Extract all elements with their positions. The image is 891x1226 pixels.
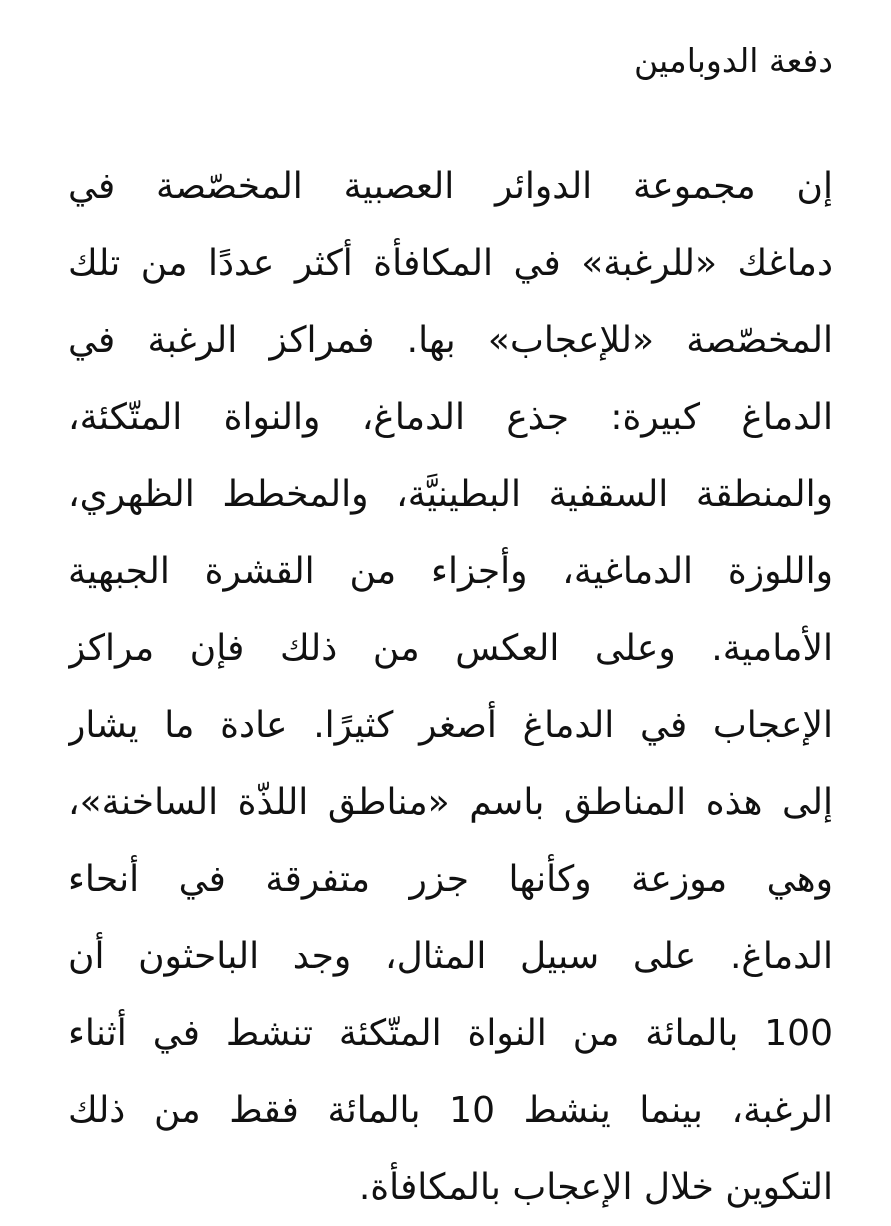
text-line: إن مجموعة الدوائر العصبية المخصّصة في	[68, 166, 833, 207]
text-line: وهي موزعة وكأنها جزر متفرقة في أنحاء	[68, 859, 833, 900]
text-line: الأمامية. وعلى العكس من ذلك فإن مراكز	[68, 628, 833, 669]
text-line: الدماغ. على سبيل المثال، وجد الباحثون أن	[68, 936, 833, 977]
text-line: 100 بالمائة من النواة المتّكئة تنشط في أثناء	[68, 1013, 833, 1054]
text-line: الدماغ كبيرة: جذع الدماغ، والنواة المتّكئة،	[68, 397, 833, 438]
section-heading: دفعة الدوبامين	[633, 41, 833, 80]
text-line: الرغبة، بينما ينشط 10 بالمائة فقط من ذلك	[68, 1090, 833, 1131]
text-line: التكوين خلال الإعجاب بالمكافأة.	[358, 1167, 833, 1208]
text-line: واللوزة الدماغية، وأجزاء من القشرة الجبهية	[68, 551, 833, 592]
text-line: والمنطقة السقفية البطينيَّة، والمخطط الظهري،	[68, 474, 833, 515]
body-paragraph	[68, 148, 833, 1226]
text-line: إلى هذه المناطق باسم «مناطق اللذّة الساخنة»،	[68, 782, 833, 823]
text-line: الإعجاب في الدماغ أصغر كثيرًا. عادة ما يشار	[68, 705, 833, 746]
text-line: دماغك «للرغبة» في المكافأة أكثر عددًا من تلك	[68, 243, 833, 284]
text-line: المخصّصة «للإعجاب» بها. فمراكز الرغبة في	[68, 320, 833, 361]
